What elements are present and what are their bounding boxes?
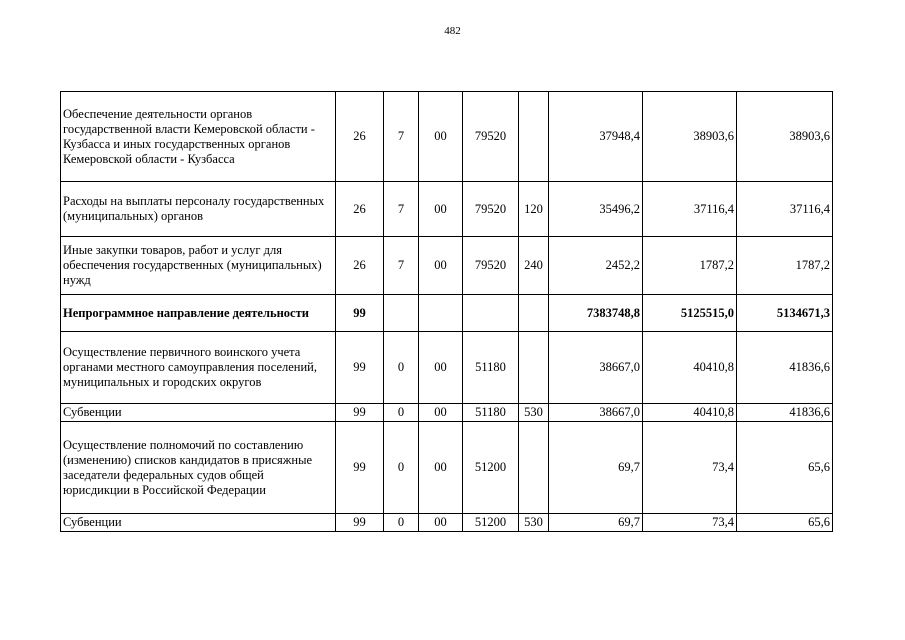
table-row: [61, 237, 833, 295]
row-year2: 1787,2: [643, 237, 737, 295]
row-year1: 7383748,8: [549, 295, 643, 332]
table-row: [61, 404, 833, 422]
table-row: [61, 422, 833, 514]
row-year1: 2452,2: [549, 237, 643, 295]
row-year3: 37116,4: [737, 182, 833, 237]
row-gr: 99: [336, 332, 384, 404]
row-pz: 0: [384, 422, 419, 514]
row-csr: 51180: [463, 404, 519, 422]
row-year3: 65,6: [737, 422, 833, 514]
row-name: Субвенции: [61, 404, 336, 422]
row-vr: 120: [519, 182, 549, 237]
row-vr: [519, 332, 549, 404]
row-gr: 26: [336, 92, 384, 182]
row-csr: 79520: [463, 182, 519, 237]
table-row: [61, 182, 833, 237]
row-gr: 26: [336, 237, 384, 295]
row-sub: 00: [419, 182, 463, 237]
row-year2: 37116,4: [643, 182, 737, 237]
row-year3: 1787,2: [737, 237, 833, 295]
row-year3: 41836,6: [737, 404, 833, 422]
row-year2: 73,4: [643, 422, 737, 514]
row-sub: 00: [419, 422, 463, 514]
row-sub: 00: [419, 332, 463, 404]
row-gr: 99: [336, 404, 384, 422]
row-name: Непрограммное направление деятельности: [61, 295, 336, 332]
row-sub: 00: [419, 237, 463, 295]
row-vr: 530: [519, 404, 549, 422]
row-vr: 530: [519, 514, 549, 532]
row-sub: 00: [419, 92, 463, 182]
row-csr: 51200: [463, 422, 519, 514]
row-name: Субвенции: [61, 514, 336, 532]
row-year3: 41836,6: [737, 332, 833, 404]
row-gr: 99: [336, 422, 384, 514]
row-gr: 99: [336, 295, 384, 332]
row-year1: 37948,4: [549, 92, 643, 182]
row-year3: 5134671,3: [737, 295, 833, 332]
row-year1: 38667,0: [549, 332, 643, 404]
row-csr: 51200: [463, 514, 519, 532]
row-year1: 69,7: [549, 514, 643, 532]
row-name: Осуществление полномочий по составлению (изменению) списков кандидатов в присяжные заседатели федеральных судов общей юрисдикции в Российской Федерации: [61, 422, 336, 514]
row-name: Осуществление первичного воинского учета органами местного самоуправления поселений, муниципальных и городских округов: [61, 332, 336, 404]
row-name: Иные закупки товаров, работ и услуг для обеспечения государственных (муниципальных) нужд: [61, 237, 336, 295]
row-year3: 65,6: [737, 514, 833, 532]
row-year2: 40410,8: [643, 404, 737, 422]
row-sub: 00: [419, 514, 463, 532]
row-vr: [519, 92, 549, 182]
row-pz: 7: [384, 237, 419, 295]
row-name: Обеспечение деятельности органов государственной власти Кемеровской области - Кузбасса и иных государственных органов Кемеровской области - Кузбасса: [61, 92, 336, 182]
row-year2: 73,4: [643, 514, 737, 532]
row-sub: 00: [419, 404, 463, 422]
row-year1: 38667,0: [549, 404, 643, 422]
row-pz: [384, 295, 419, 332]
table-row: [61, 295, 833, 332]
row-csr: 79520: [463, 92, 519, 182]
table-row: [61, 514, 833, 532]
row-gr: 99: [336, 514, 384, 532]
row-year2: 38903,6: [643, 92, 737, 182]
row-vr: [519, 295, 549, 332]
table-row: [61, 92, 833, 182]
row-pz: 0: [384, 332, 419, 404]
row-year3: 38903,6: [737, 92, 833, 182]
row-year1: 35496,2: [549, 182, 643, 237]
budget-table: [60, 91, 833, 532]
row-csr: 79520: [463, 237, 519, 295]
table-row: [61, 332, 833, 404]
row-pz: 7: [384, 182, 419, 237]
row-pz: 7: [384, 92, 419, 182]
row-sub: [419, 295, 463, 332]
row-pz: 0: [384, 404, 419, 422]
row-year1: 69,7: [549, 422, 643, 514]
row-vr: [519, 422, 549, 514]
row-year2: 5125515,0: [643, 295, 737, 332]
row-vr: 240: [519, 237, 549, 295]
row-year2: 40410,8: [643, 332, 737, 404]
row-name: Расходы на выплаты персоналу государственных (муниципальных) органов: [61, 182, 336, 237]
row-csr: 51180: [463, 332, 519, 404]
page-number: 482: [444, 25, 461, 37]
row-pz: 0: [384, 514, 419, 532]
row-gr: 26: [336, 182, 384, 237]
row-csr: [463, 295, 519, 332]
